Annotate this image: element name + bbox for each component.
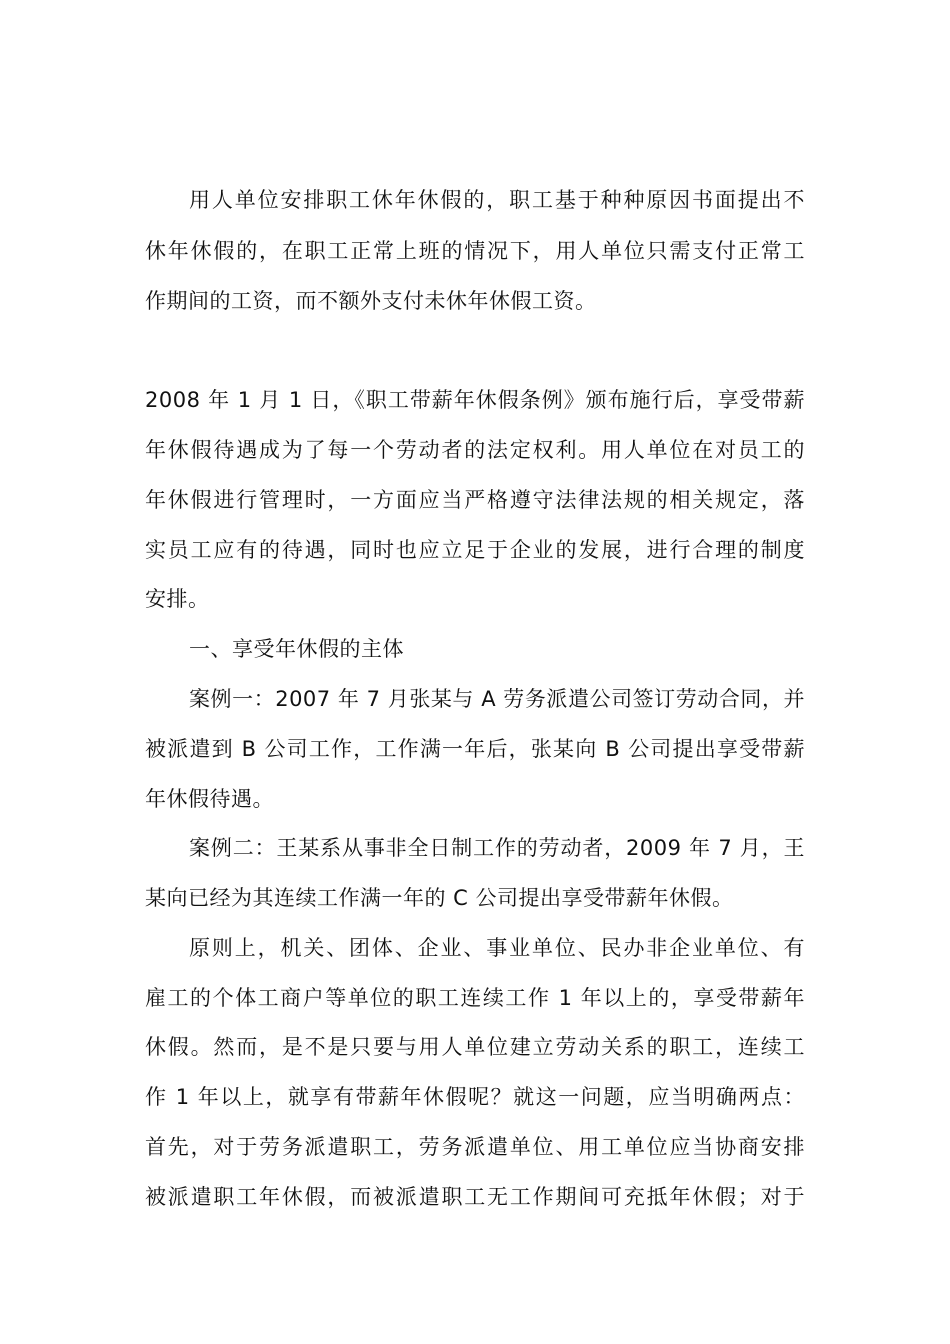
paragraph-1-line-2: 休年休假的，在职工正常上班的情况下，用人单位只需支付正常工 <box>145 239 805 263</box>
paragraph-2-line-4: 实员工应有的待遇，同时也应立足于企业的发展，进行合理的制度 <box>145 538 805 562</box>
section-heading: 一、享受年休假的主体 <box>189 637 404 661</box>
paragraph-1-line-3: 作期间的工资，而不额外支付未休年休假工资。 <box>145 289 597 313</box>
case-2-line-2: 某向已经为其连续工作满一年的 C 公司提出享受带薪年休假。 <box>145 886 734 910</box>
paragraph-2-line-3: 年休假进行管理时，一方面应当严格遵守法律法规的相关规定，落 <box>145 488 805 512</box>
case-1-line-3: 年休假待遇。 <box>145 787 274 811</box>
paragraph-3-line-5: 首先，对于劳务派遣职工，劳务派遣单位、用工单位应当协商安排 <box>145 1135 805 1159</box>
paragraph-3-line-2: 雇工的个体工商户等单位的职工连续工作 1 年以上的，享受带薪年 <box>145 986 805 1010</box>
paragraph-3-line-4: 作 1 年以上，就享有带薪年休假呢？就这一问题，应当明确两点： <box>145 1085 805 1109</box>
paragraph-3-line-3: 休假。然而，是不是只要与用人单位建立劳动关系的职工，连续工 <box>145 1035 805 1059</box>
paragraph-2-line-1: 2008 年 1 月 1 日，《职工带薪年休假条例》颁布施行后，享受带薪 <box>145 388 805 412</box>
paragraph-2-line-2: 年休假待遇成为了每一个劳动者的法定权利。用人单位在对员工的 <box>145 438 805 462</box>
paragraph-1-line-1: 用人单位安排职工休年休假的，职工基于种种原因书面提出不 <box>189 188 805 212</box>
case-1-line-1: 案例一：2007 年 7 月张某与 A 劳务派遣公司签订劳动合同，并 <box>189 687 805 711</box>
paragraph-3-line-1: 原则上，机关、团体、企业、事业单位、民办非企业单位、有 <box>189 936 805 960</box>
case-2-line-1: 案例二：王某系从事非全日制工作的劳动者，2009 年 7 月，王 <box>189 836 805 860</box>
case-1-line-2: 被派遣到 B 公司工作，工作满一年后，张某向 B 公司提出享受带薪 <box>145 737 805 761</box>
paragraph-2-line-5: 安排。 <box>145 587 210 611</box>
paragraph-3-line-6: 被派遣职工年休假，而被派遣职工无工作期间可充抵年休假；对于 <box>145 1185 805 1209</box>
